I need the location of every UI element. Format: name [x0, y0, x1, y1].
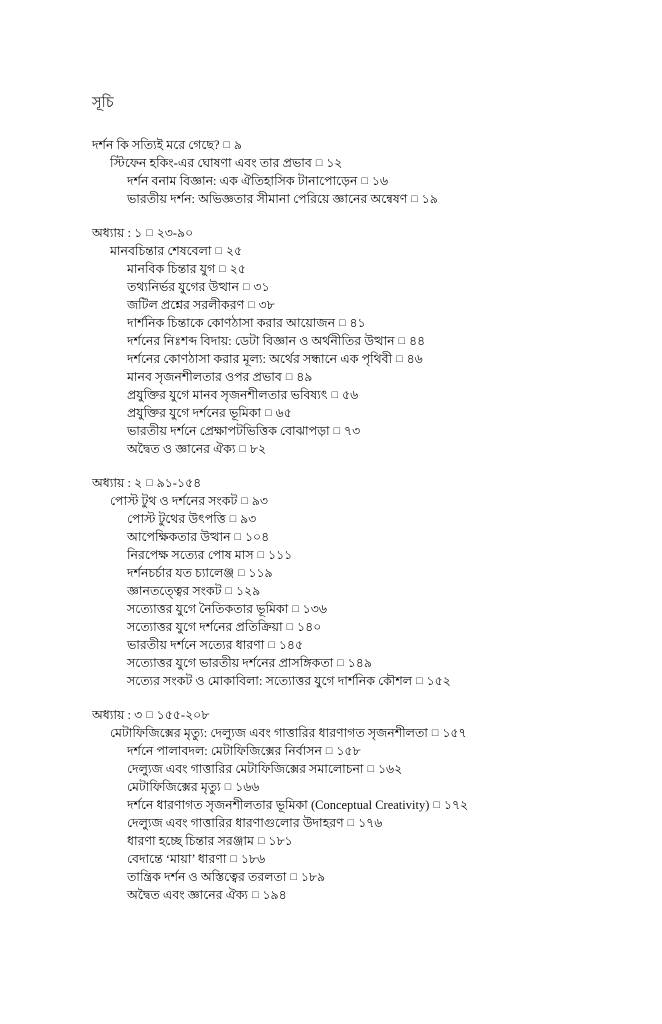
square-separator-icon: □ [215, 246, 222, 257]
toc-entry-page-number: ১৫৮ [336, 744, 361, 758]
toc-entry-label: অদ্বৈত এবং জ্ঞানের ঐক্য [127, 888, 249, 902]
toc-entry-label: ভারতীয় দর্শনে সত্যের ধারণা [127, 638, 265, 652]
square-separator-icon: □ [431, 728, 439, 739]
toc-entry-label: প্রযুক্তির যুগে দর্শনের ভূমিকা [127, 406, 262, 420]
toc-entry[interactable] [127, 386, 622, 404]
toc-entry-page-number: ৭৩ [344, 424, 361, 438]
square-separator-icon: □ [237, 568, 245, 579]
toc-entry-page-number: ৫৬ [341, 388, 359, 402]
square-separator-icon: □ [411, 194, 418, 205]
toc-entry-page-number: ৯১-১৫৪ [156, 476, 202, 490]
toc-entry-page-number: ৪১ [349, 316, 366, 330]
toc-entry-page-number: ১৭২ [443, 798, 469, 812]
toc-entry-label: স্টিফেন হকিং-এর ঘোষণা এবং তার প্রভাব [110, 156, 312, 170]
toc-entry-page-number: ১৪৫ [278, 638, 304, 652]
toc-entry-page-number: ১৫৭ [442, 726, 467, 740]
toc-entry[interactable] [127, 760, 622, 778]
toc-entry-label: আপেক্ষিকতার উত্থান [127, 530, 231, 544]
toc-group-gap [92, 458, 622, 474]
square-separator-icon: □ [433, 800, 440, 811]
page-title: সূচি [92, 95, 114, 111]
square-separator-icon: □ [234, 532, 241, 543]
toc-entry-label: মেটাফিজিক্সের মৃত্যু [127, 780, 221, 794]
toc-entry-label: তান্ত্রিক দর্শন ও অস্তিত্বের তরলতা [127, 870, 287, 884]
toc-entry-label: মানবচিন্তার শেষবেলা [110, 244, 212, 258]
toc-entry-label: অদ্বৈত ও জ্ঞানের ঐক্য [127, 442, 236, 456]
square-separator-icon: □ [367, 764, 374, 775]
toc-entry[interactable] [110, 492, 622, 510]
toc-entry[interactable] [127, 778, 622, 796]
toc-entry-page-number: ১০৪ [244, 530, 270, 544]
square-separator-icon: □ [225, 586, 232, 597]
toc-entry-label: সত্যোত্তর যুগে নৈতিকতার ভূমিকা [127, 602, 289, 616]
toc-group-gap [92, 208, 622, 224]
toc-entry-page-number: ৮২ [249, 442, 267, 456]
toc-entry-page-number: ১৩৬ [302, 602, 327, 616]
square-separator-icon: □ [252, 890, 259, 901]
toc-entry-page-number: ৪৬ [406, 352, 423, 366]
toc-entry-label: দেল্যুজ এবং গাত্তারির ধারণাগুলোর উদাহরণ [127, 816, 344, 830]
toc-entry-page-number: ২৫ [225, 244, 243, 258]
toc-entry-label: দর্শনচর্চার যত চ্যালেঞ্জ [127, 566, 234, 580]
toc-entry-page-number: ২৩-৯০ [156, 226, 194, 240]
toc-entry-page-number: ১১৯ [248, 566, 273, 580]
toc-entry-page-number: ১৪৯ [347, 656, 372, 670]
toc-entry[interactable] [127, 440, 622, 458]
toc-entry-page-number: ১৯৪ [262, 888, 287, 902]
toc-entry[interactable] [127, 190, 622, 208]
toc-entry[interactable] [127, 796, 622, 814]
toc-entry-page-number: ১৫২ [426, 674, 451, 688]
toc-entry[interactable] [127, 368, 622, 386]
toc-entry-label: মেটাফিজিক্সের মৃত্যু: দেল্যুজ এবং গাত্তারির ধারণাগত সৃজনশীলতা [110, 726, 428, 740]
square-separator-icon: □ [257, 836, 265, 847]
toc-entry-label: ভারতীয় দর্শনে প্রেক্ষাপটভিত্তিক বোঝাপড়া [127, 424, 330, 438]
toc-entry[interactable] [127, 510, 622, 528]
toc-entry[interactable] [127, 528, 622, 546]
toc-body [92, 136, 622, 904]
toc-entry-label: নিরপেক্ষ সত্যের পোষ মাস [127, 548, 254, 562]
square-separator-icon: □ [239, 444, 246, 455]
toc-entry-page-number: ১৬২ [377, 762, 403, 776]
toc-group-front-section [92, 136, 622, 208]
toc-entry-label: অধ্যায় : ১ [92, 226, 143, 240]
toc-entry[interactable] [127, 350, 622, 368]
square-separator-icon: □ [229, 514, 237, 525]
toc-entry[interactable] [127, 260, 622, 278]
toc-group-chapter-2 [92, 474, 622, 690]
toc-entry-label: জটিল প্রশ্নের সরলীকরণ [127, 298, 245, 312]
toc-entry-label: পোস্ট টুথ ও দর্শনের সংকট [110, 494, 238, 508]
toc-entry-page-number: ১৭৬ [358, 816, 383, 830]
toc-entry-page-number: ১৫৫-২০৮ [156, 708, 210, 722]
toc-entry-label: জ্ঞানতত্ত্বের সংকট [127, 584, 222, 598]
square-separator-icon: □ [347, 818, 355, 829]
toc-entry[interactable] [127, 600, 622, 618]
square-separator-icon: □ [337, 658, 344, 669]
square-separator-icon: □ [242, 282, 250, 293]
square-separator-icon: □ [416, 676, 423, 687]
toc-entry[interactable] [127, 422, 622, 440]
toc-entry[interactable] [127, 868, 622, 886]
square-separator-icon: □ [285, 372, 293, 383]
toc-entry[interactable] [127, 332, 622, 350]
toc-entry-label: ধারণা হচ্ছে চিন্তার সরঞ্জাম [127, 834, 254, 848]
toc-entry[interactable] [127, 636, 622, 654]
square-separator-icon: □ [219, 264, 226, 275]
toc-entry[interactable] [127, 654, 622, 672]
square-separator-icon: □ [290, 872, 297, 883]
toc-entry-page-number: ১৮৯ [300, 870, 326, 884]
toc-entry[interactable] [127, 278, 622, 296]
toc-entry-page-number: ১৬৬ [235, 780, 260, 794]
toc-entry-label: তথ্যনির্ভর যুগের উত্থান [127, 280, 239, 294]
toc-entry-label: সত্যোত্তর যুগে ভারতীয় দর্শনের প্রাসঙ্গিকতা [127, 656, 334, 670]
toc-entry-page-number: ১২ [326, 156, 343, 170]
toc-group-chapter-3 [92, 706, 622, 904]
square-separator-icon: □ [286, 622, 294, 633]
toc-entry[interactable] [127, 404, 622, 422]
square-separator-icon: □ [396, 354, 403, 365]
square-separator-icon: □ [398, 336, 405, 347]
toc-entry-label: মানব সৃজনশীলতার ওপর প্রভাব [127, 370, 282, 384]
square-separator-icon: □ [224, 782, 232, 793]
square-separator-icon: □ [315, 158, 323, 169]
toc-entry-label: বেদান্তে ‘মায়া’ ধারণা [127, 852, 227, 866]
toc-entry-page-number: ১৪০ [297, 620, 322, 634]
toc-entry-page-number: ১২৯ [235, 584, 261, 598]
square-separator-icon: □ [146, 228, 153, 239]
toc-entry-page-number: ১৮১ [268, 834, 293, 848]
toc-entry-label: দর্শনে ধারণাগত সৃজনশীলতার ভূমিকা (Conceptual Creativity) [127, 798, 430, 812]
toc-entry-label: অধ্যায় : ৩ [92, 708, 143, 722]
toc-entry[interactable] [127, 814, 622, 832]
square-separator-icon: □ [333, 426, 341, 437]
square-separator-icon: □ [339, 318, 346, 329]
square-separator-icon: □ [325, 746, 333, 757]
toc-entry[interactable] [92, 136, 622, 154]
toc-entry[interactable] [92, 474, 622, 492]
toc-entry[interactable] [127, 850, 622, 868]
toc-entry[interactable] [127, 564, 622, 582]
square-separator-icon: □ [292, 604, 299, 615]
square-separator-icon: □ [257, 550, 264, 561]
toc-entry[interactable] [127, 742, 622, 760]
square-separator-icon: □ [361, 176, 368, 187]
toc-entry-page-number: ৯৩ [240, 512, 257, 526]
toc-entry[interactable] [110, 154, 622, 172]
toc-entry-label: দার্শনিক চিন্তাকে কোণঠাসা করার আয়োজন [127, 316, 336, 330]
square-separator-icon: □ [230, 854, 237, 865]
toc-entry[interactable] [127, 832, 622, 850]
square-separator-icon: □ [241, 496, 248, 507]
toc-entry-label: সত্যোত্তর যুগে দর্শনের প্রতিক্রিয়া [127, 620, 283, 634]
toc-entry[interactable] [127, 172, 622, 190]
toc-entry-page-number: ১১১ [267, 548, 293, 562]
toc-entry-label: দর্শন কি সত্যিই মরে গেছে? [92, 138, 220, 152]
toc-entry-page-number: ৪৪ [408, 334, 426, 348]
toc-entry-label: পোস্ট টুথের উৎপত্তি [127, 512, 226, 526]
square-separator-icon: □ [146, 710, 153, 721]
toc-entry[interactable] [127, 672, 622, 690]
toc-entry[interactable] [127, 582, 622, 600]
square-separator-icon: □ [223, 140, 230, 151]
toc-entry-label: ভারতীয় দর্শন: অভিজ্ঞতার সীমানা পেরিয়ে জ্ঞানের অন্বেষণ [127, 192, 408, 206]
square-separator-icon: □ [265, 408, 272, 419]
toc-entry-label: দেল্যুজ এবং গাত্তারির মেটাফিজিক্সের সমালোচনা [127, 762, 364, 776]
toc-entry-page-number: ৩৮ [258, 298, 275, 312]
toc-entry[interactable] [127, 886, 622, 904]
square-separator-icon: □ [268, 640, 275, 651]
toc-entry-page-number: ৪৯ [296, 370, 313, 384]
toc-entry-page-number: ৯ [233, 138, 243, 152]
toc-entry-label: দর্শনে পালাবদল: মেটাফিজিক্সের নির্বাসন [127, 744, 322, 758]
toc-entry[interactable] [92, 706, 622, 724]
toc-group-chapter-1 [92, 224, 622, 458]
toc-entry[interactable] [127, 618, 622, 636]
toc-entry-label: দর্শনের নিঃশব্দ বিদায়: ডেটা বিজ্ঞান ও অর্থনীতির উত্থান [127, 334, 395, 348]
toc-entry[interactable] [127, 546, 622, 564]
toc-entry[interactable] [127, 296, 622, 314]
toc-entry-label: দর্শনের কোণঠাসা করার মূল্য: অর্থের সন্ধানে এক পৃথিবী [127, 352, 393, 366]
toc-entry-label: অধ্যায় : ২ [92, 476, 143, 490]
toc-entry[interactable] [110, 724, 622, 742]
toc-entry-page-number: ১৯ [421, 192, 438, 206]
toc-entry-label: সত্যের সংকট ও মোকাবিলা: সত্যোত্তর যুগে দার্শনিক কৌশল [127, 674, 413, 688]
square-separator-icon: □ [146, 478, 153, 489]
toc-entry[interactable] [92, 224, 622, 242]
toc-entry-page-number: ৯৩ [251, 494, 268, 508]
toc-entry-page-number: ৩১ [253, 280, 270, 294]
toc-entry-label: প্রযুক্তির যুগে মানব সৃজনশীলতার ভবিষ্যৎ [127, 388, 328, 402]
toc-entry-label: দর্শন বনাম বিজ্ঞান: এক ঐতিহাসিক টানাপোড়েন [127, 174, 358, 188]
toc-entry[interactable] [127, 314, 622, 332]
toc-entry-label: মানবিক চিন্তার যুগ [127, 262, 216, 276]
square-separator-icon: □ [248, 300, 255, 311]
toc-entry[interactable] [110, 242, 622, 260]
toc-group-gap [92, 690, 622, 706]
toc-entry-page-number: ১৮৬ [240, 852, 266, 866]
square-separator-icon: □ [331, 390, 338, 401]
table-of-contents [92, 94, 622, 904]
toc-entry-page-number: ২৫ [229, 262, 246, 276]
toc-entry-page-number: ১৬ [371, 174, 389, 188]
toc-entry-page-number: ৬৫ [275, 406, 292, 420]
